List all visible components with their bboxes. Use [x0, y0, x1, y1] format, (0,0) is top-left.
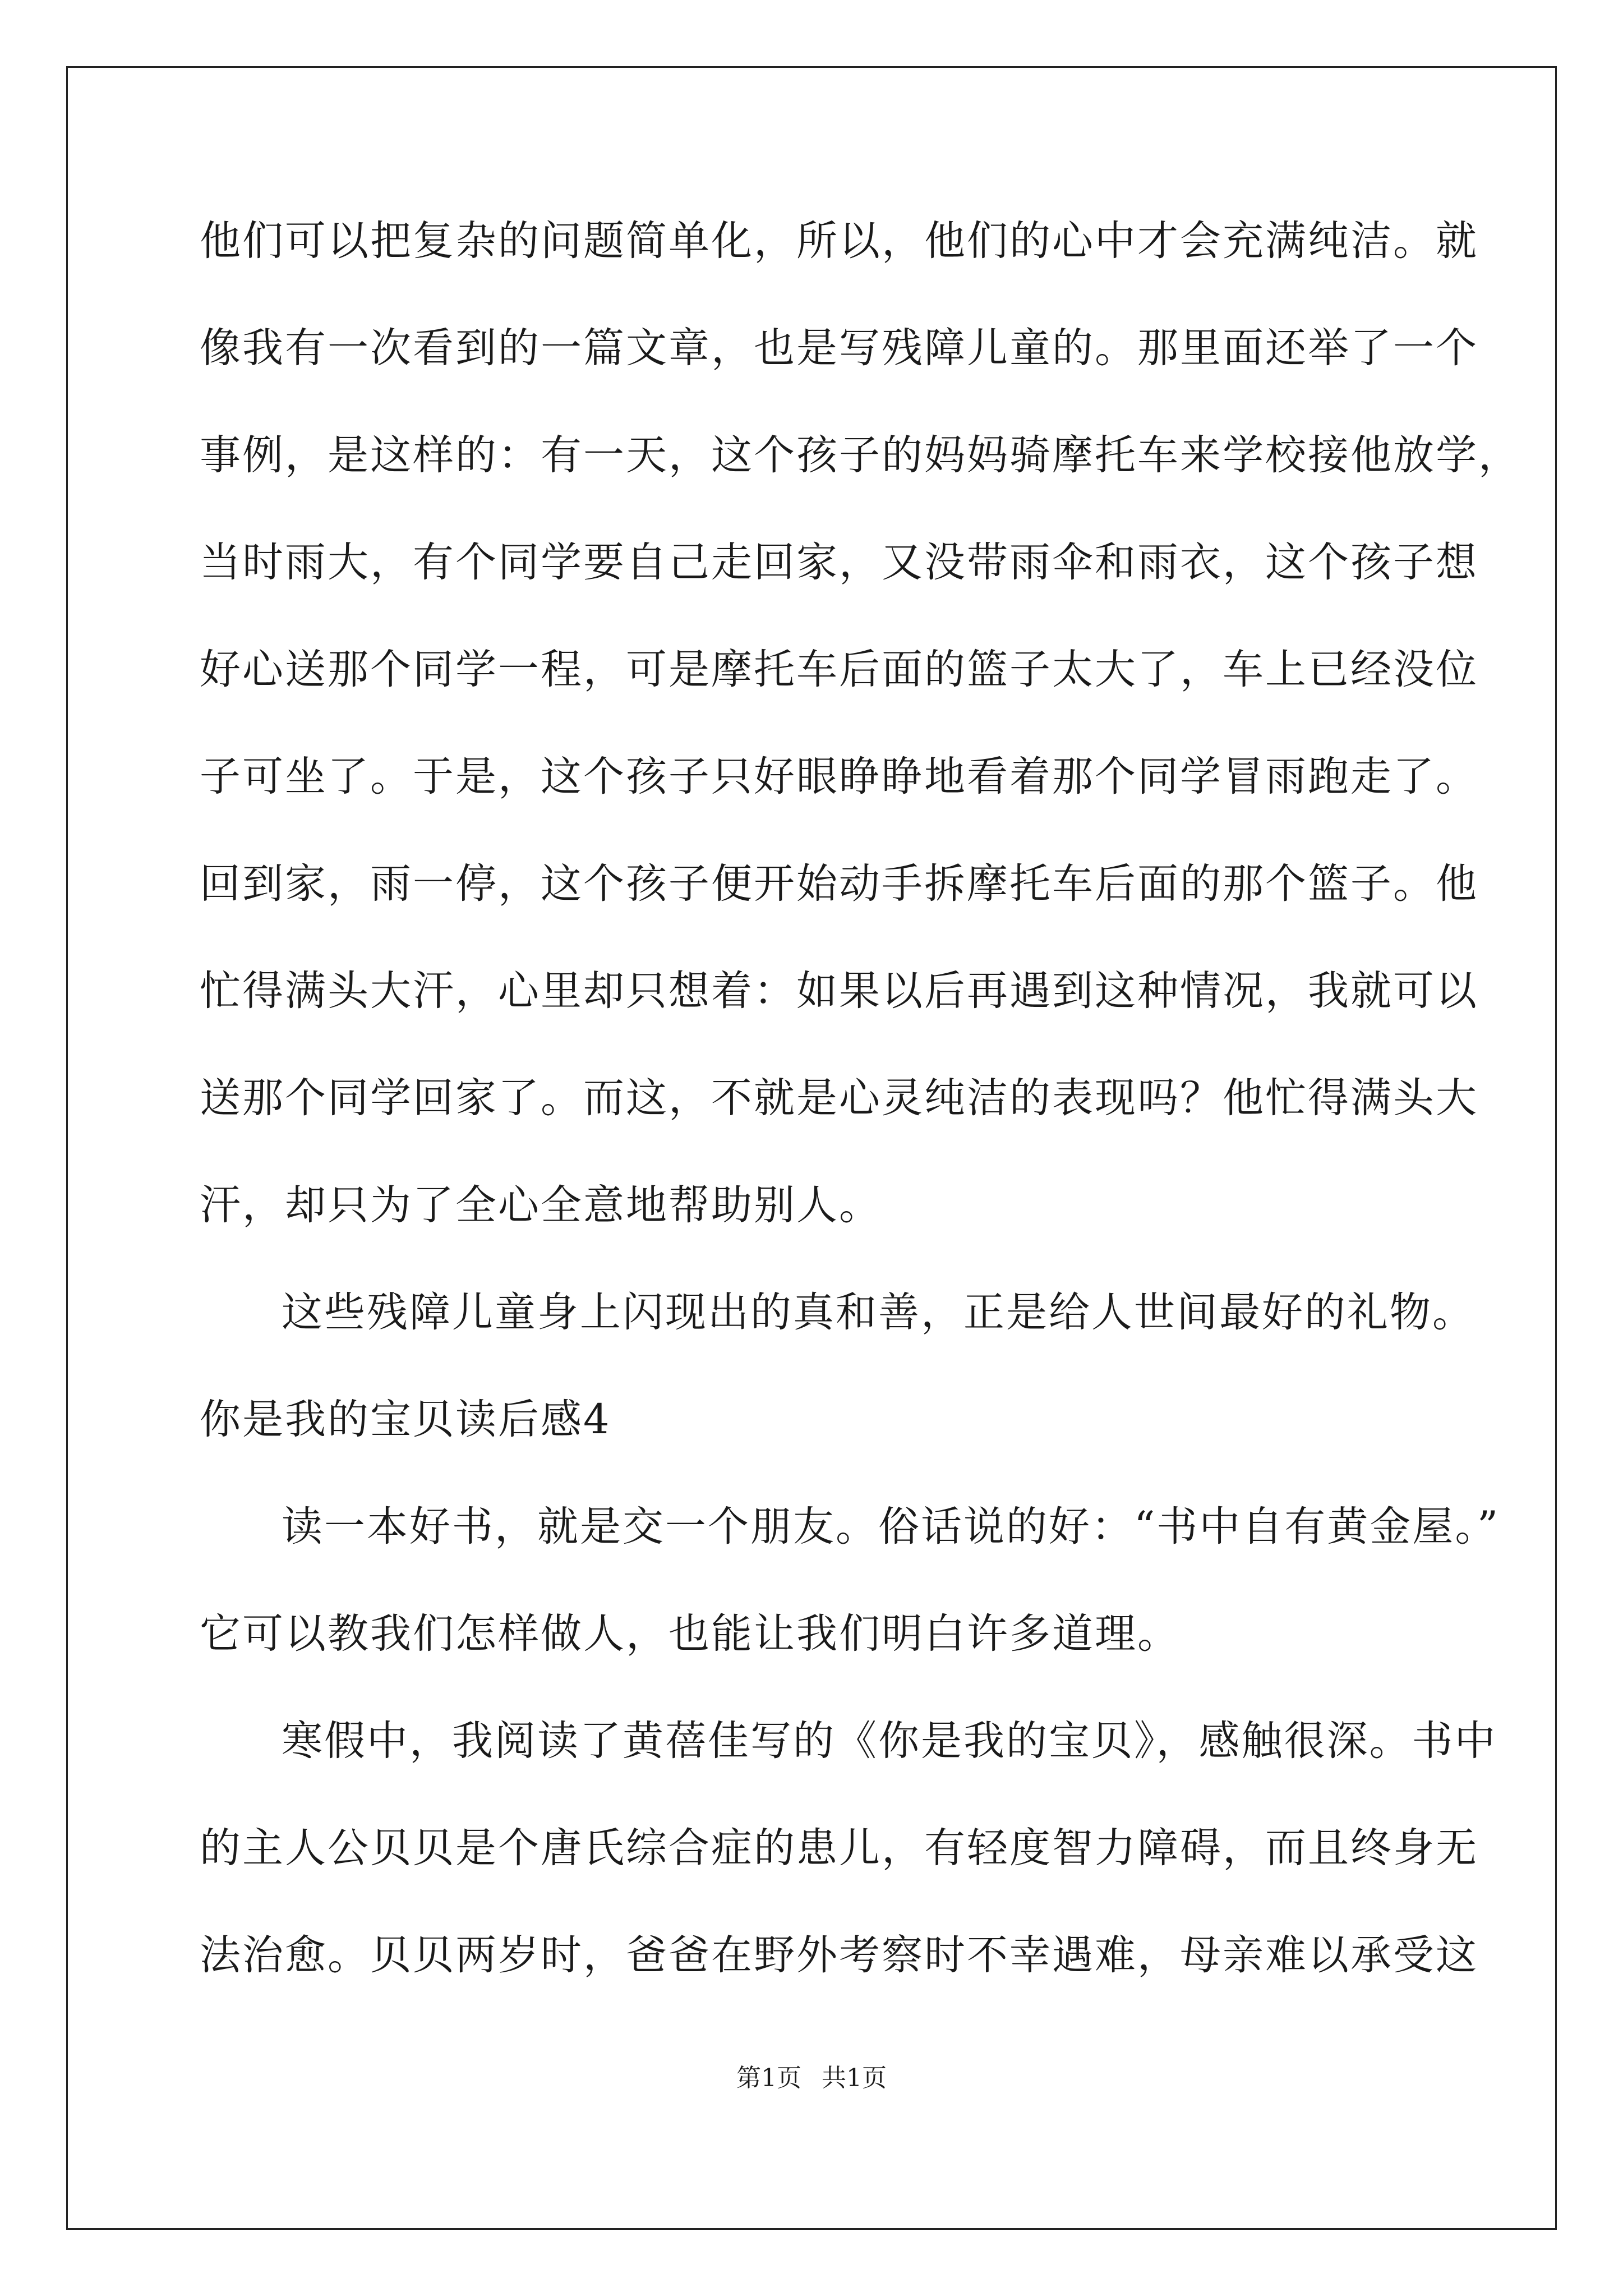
paragraph-start-line: 读一本好书，就是交一个朋友。俗话说的好：“书中自有黄金屋。” — [282, 1503, 1500, 1550]
page-footer — [0, 2062, 1623, 2095]
document-body — [200, 214, 1521, 2036]
text-line: 像我有一次看到的一篇文章，也是写残障儿童的。那里面还举了一个 — [200, 324, 1478, 372]
text-line: 他们可以把复杂的问题简单化，所以，他们的心中才会充满纯洁。就 — [200, 217, 1478, 265]
text-line: 当时雨大，有个同学要自己走回家，又没带雨伞和雨衣，这个孩子想 — [200, 539, 1478, 586]
text-line: 好心送那个同学一程，可是摩托车后面的篮子太大了，车上已经没位 — [200, 646, 1478, 693]
text-line: 它可以教我们怎样做人，也能让我们明白许多道理。 — [200, 1610, 1180, 1658]
text-line: 子可坐了。于是，这个孩子只好眼睁睁地看着那个同学冒雨跑走了。 — [200, 753, 1478, 800]
section-heading: 你是我的宝贝读后感4 — [200, 1396, 611, 1443]
paragraph-start-line: 这些残障儿童身上闪现出的真和善，正是给人世间最好的礼物。 — [282, 1289, 1475, 1336]
page-number: 第1页 — [736, 2064, 801, 2092]
text-line: 的主人公贝贝是个唐氏综合症的患儿，有轻度智力障碍，而且终身无 — [200, 1824, 1478, 1872]
paragraph-start-line: 寒假中，我阅读了黄蓓佳写的《你是我的宝贝》，感触很深。书中 — [282, 1717, 1497, 1765]
text-line: 汗，却只为了全心全意地帮助别人。 — [200, 1181, 882, 1229]
text-line: 事例，是这样的：有一天，这个孩子的妈妈骑摩托车来学校接他放学， — [200, 431, 1521, 479]
text-line: 忙得满头大汗，心里却只想着：如果以后再遇到这种情况，我就可以 — [200, 967, 1478, 1015]
text-line: 法治愈。贝贝两岁时，爸爸在野外考察时不幸遇难，母亲难以承受这 — [200, 1931, 1478, 1979]
page-total: 共1页 — [822, 2064, 887, 2092]
text-line: 回到家，雨一停，这个孩子便开始动手拆摩托车后面的那个篮子。他 — [200, 860, 1478, 908]
text-line: 送那个同学回家了。而这，不就是心灵纯洁的表现吗？他忙得满头大 — [200, 1074, 1478, 1122]
